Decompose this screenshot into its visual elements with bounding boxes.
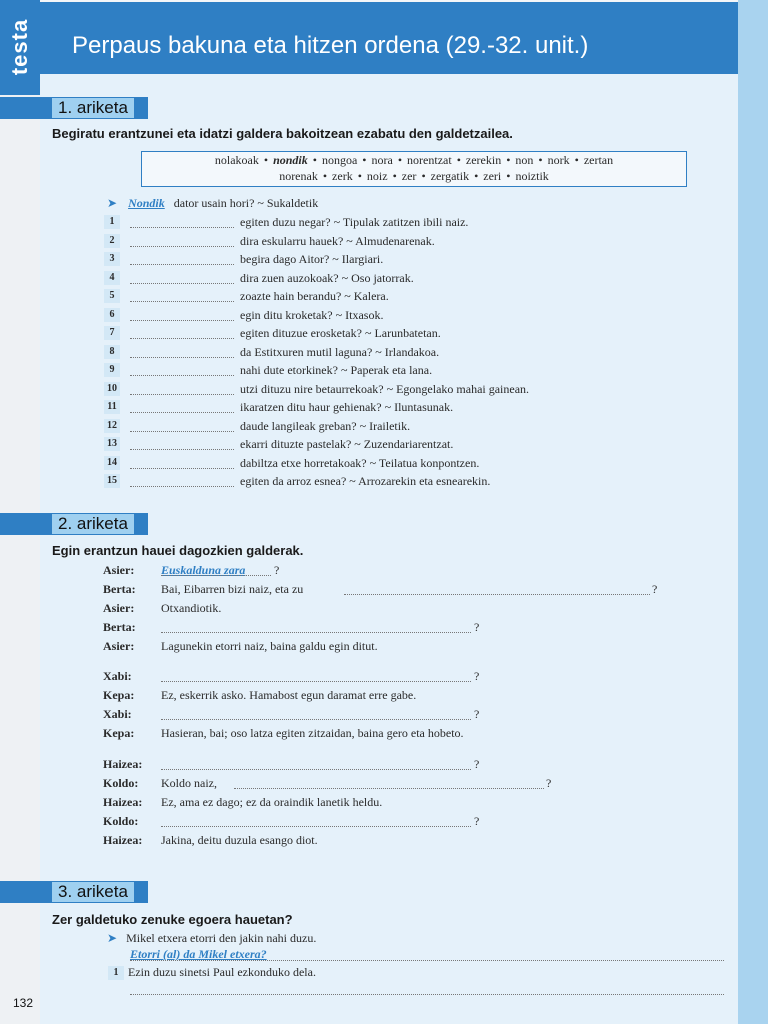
question-text: dira zuen auzokoak? ~ Oso jatorrak.: [240, 271, 414, 285]
exercise-1-label-text: 1. ariketa: [52, 98, 134, 118]
example-row: [107, 195, 318, 211]
word-bank-word: zerk: [332, 169, 353, 183]
answer-blank[interactable]: [130, 363, 234, 376]
word-bank-word: zertan: [583, 153, 614, 167]
exercise-1-label: [0, 97, 148, 119]
question-text: ikaratzen ditu haur gehienak? ~ Iluntasunak.: [240, 400, 454, 414]
answer-line: [161, 563, 271, 576]
bullet: •: [362, 153, 367, 167]
word-bank-word: noiz: [366, 169, 388, 183]
answer-blank[interactable]: [130, 437, 234, 450]
answer-blank[interactable]: [130, 308, 234, 321]
answer-line[interactable]: [161, 707, 471, 720]
bullet: •: [392, 169, 397, 183]
item-number: 3: [104, 252, 120, 266]
question-text: begira dago Aitor? ~ Ilargiari.: [240, 252, 384, 266]
exercise-3-instruction: Zer galdetuko zenuke egoera hauetan?: [52, 912, 293, 927]
item-number: 4: [104, 271, 120, 285]
word-bank-word: zer: [401, 169, 417, 183]
question-mark: ?: [546, 776, 552, 790]
question-text: dabiltza etxe horretakoak? ~ Teilatua konpontzen.: [240, 456, 480, 470]
question-text: da Estitxuren mutil laguna? ~ Irlandakoa.: [240, 345, 440, 359]
question-mark: ?: [474, 757, 480, 771]
answer-blank[interactable]: [130, 215, 234, 228]
bullet: •: [574, 153, 579, 167]
speaker-name: Xabi:: [103, 669, 132, 683]
item-number: 11: [104, 400, 120, 414]
exercise-2-instruction: Egin erantzun hauei dagozkien galderak.: [52, 543, 304, 558]
answer-line[interactable]: [344, 582, 650, 595]
exercise-1-instruction: Begiratu erantzunei eta idatzi galdera bakoitzean ezabatu den galdetzailea.: [52, 126, 513, 141]
answer-line[interactable]: [161, 620, 471, 633]
question-text: egiten dituzue erosketak? ~ Larunbatetan.: [240, 326, 441, 340]
utterance: Hasieran, bai; oso latza egiten zitzaidan, baina gero eta hobeto.: [161, 726, 464, 740]
utterance: Ez, ama ez dago; ez da oraindik lanetik heldu.: [161, 795, 383, 809]
answer-line[interactable]: [161, 757, 471, 770]
speaker-name: Berta:: [103, 582, 136, 596]
question-text: utzi dituzu nire betaurrekoak? ~ Egongelako mahai gainean.: [240, 382, 530, 396]
word-bank-word: zerekin: [465, 153, 502, 167]
item-number: 10: [104, 382, 120, 396]
question-text: egiten duzu negar? ~ Tipulak zatitzen ibili naiz.: [240, 215, 469, 229]
answer-blank[interactable]: [130, 345, 234, 358]
item-number: 6: [104, 308, 120, 322]
question-mark: ?: [652, 582, 658, 596]
word-bank-line-2: [142, 168, 686, 184]
answer-blank[interactable]: [130, 252, 234, 265]
speaker-name: Asier:: [103, 601, 135, 615]
speaker-name: Asier:: [103, 639, 135, 653]
side-tab-label: testa: [7, 18, 32, 76]
word-bank-word: nora: [371, 153, 393, 167]
speaker-name: Berta:: [103, 620, 136, 634]
answer-line[interactable]: [234, 776, 544, 789]
word-bank-word: nolakoak: [214, 153, 259, 167]
example-answer: Nondik: [128, 196, 165, 210]
speaker-name: Haizea:: [103, 833, 143, 847]
exercise-2-label-text: 2. ariketa: [52, 514, 134, 534]
question-text: zoazte hain berandu? ~ Kalera.: [240, 289, 389, 303]
item-number: 12: [104, 419, 120, 433]
question-mark: ?: [474, 707, 480, 721]
bullet: •: [312, 153, 317, 167]
arrow-icon: ➤: [107, 196, 118, 210]
utterance: Jakina, deitu duzula esango diot.: [161, 833, 318, 847]
exercise-3-label: [0, 881, 148, 903]
bullet: •: [506, 153, 511, 167]
item-number: 15: [104, 474, 120, 488]
page-title: Perpaus bakuna eta hitzen ordena (29.-32. unit.): [72, 32, 589, 59]
item-number: 2: [104, 234, 120, 248]
answer-blank[interactable]: [130, 326, 234, 339]
speaker-name: Kepa:: [103, 726, 135, 740]
utterance: Otxandiotik.: [161, 601, 222, 615]
answer-blank[interactable]: [130, 234, 234, 247]
answer-blank[interactable]: [130, 456, 234, 469]
question-text: ekarri dituzte pastelak? ~ Zuzendariarentzat.: [240, 437, 454, 451]
question-text: nahi dute etorkinek? ~ Paperak eta lana.: [240, 363, 433, 377]
exercise-2-label: [0, 513, 148, 535]
question-mark: ?: [474, 669, 480, 683]
exercise-3-label-text: 3. ariketa: [52, 882, 134, 902]
utterance: Ez, eskerrik asko. Hamabost egun daramat erre gabe.: [161, 688, 417, 702]
word-bank-word: norentzat: [407, 153, 452, 167]
speaker-name: Kepa:: [103, 688, 135, 702]
utterance: Lagunekin etorri naiz, baina galdu egin ditut.: [161, 639, 378, 653]
item-number: 9: [104, 363, 120, 377]
bullet: •: [538, 153, 543, 167]
bullet: •: [456, 153, 461, 167]
arrow-icon: ➤: [107, 931, 118, 945]
item-number: 1: [104, 215, 120, 229]
item-number: 14: [104, 456, 120, 470]
bullet: •: [474, 169, 479, 183]
bullet: •: [357, 169, 362, 183]
word-bank-word: nork: [547, 153, 570, 167]
question-text: egin ditu kroketak? ~ Itxasok.: [240, 308, 384, 322]
exercise-3-example: [107, 930, 316, 946]
word-bank-word: zergatik: [430, 169, 470, 183]
answer-blank[interactable]: [130, 382, 234, 395]
answer-blank[interactable]: [130, 474, 234, 487]
exercise-3-item-text: Ezin duzu sinetsi Paul ezkonduko dela.: [128, 965, 316, 979]
item-number: 7: [104, 326, 120, 340]
exercise-3-example-answer: Etorri (al) da Mikel etxera?: [130, 947, 267, 961]
speaker-name: Asier:: [103, 563, 135, 577]
question-mark: ?: [274, 563, 280, 577]
word-bank-word: non: [515, 153, 534, 167]
page-header: [40, 2, 738, 74]
word-bank-word: norenak: [279, 169, 318, 183]
bullet: •: [421, 169, 426, 183]
bullet: •: [397, 153, 403, 167]
speaker-name: Koldo:: [103, 776, 139, 790]
answer-line: [130, 948, 724, 961]
question-text: egiten da arroz esnea? ~ Arrozarekin eta esnearekin.: [240, 474, 491, 488]
word-bank-word: zeri: [483, 169, 502, 183]
exercise-3-example-text: Mikel etxera etorri den jakin nahi duzu.: [126, 931, 317, 945]
bullet: •: [263, 153, 269, 167]
utterance: Bai, Eibarren bizi naiz, eta zu: [161, 582, 304, 596]
word-bank-line-1: [142, 152, 686, 168]
bullet: •: [506, 169, 511, 183]
speaker-name: Haizea:: [103, 757, 143, 771]
question-mark: ?: [474, 620, 480, 634]
word-bank-word: noiztik: [515, 169, 549, 183]
answer-blank[interactable]: [130, 289, 234, 302]
side-margin: [0, 0, 40, 1024]
example-text: dator usain hori? ~ Sukaldetik: [173, 196, 319, 210]
example-answer: Euskalduna zara: [161, 563, 246, 577]
item-number: 13: [104, 437, 120, 451]
item-number: 1: [108, 966, 124, 980]
question-text: dira eskularru hauek? ~ Almudenarenak.: [240, 234, 435, 248]
answer-line[interactable]: [161, 669, 471, 682]
page-number: 132: [13, 996, 34, 1010]
item-number: 8: [104, 345, 120, 359]
word-bank: [141, 151, 687, 187]
question-text: daude langileak greban? ~ Irailetik.: [240, 419, 411, 433]
word-bank-word: nondik: [273, 153, 308, 167]
side-tab: [0, 0, 40, 95]
speaker-name: Koldo:: [103, 814, 139, 828]
answer-blank[interactable]: [130, 419, 234, 432]
utterance: Koldo naiz,: [161, 776, 217, 790]
bullet: •: [322, 169, 328, 183]
answer-line[interactable]: [161, 814, 471, 827]
speaker-name: Xabi:: [103, 707, 132, 721]
word-bank-word: nongoa: [321, 153, 358, 167]
right-color-band: [738, 0, 768, 1024]
question-mark: ?: [474, 814, 480, 828]
item-number: 5: [104, 289, 120, 303]
speaker-name: Haizea:: [103, 795, 143, 809]
answer-blank[interactable]: [130, 400, 234, 413]
answer-line[interactable]: [130, 982, 724, 995]
answer-blank[interactable]: [130, 271, 234, 284]
